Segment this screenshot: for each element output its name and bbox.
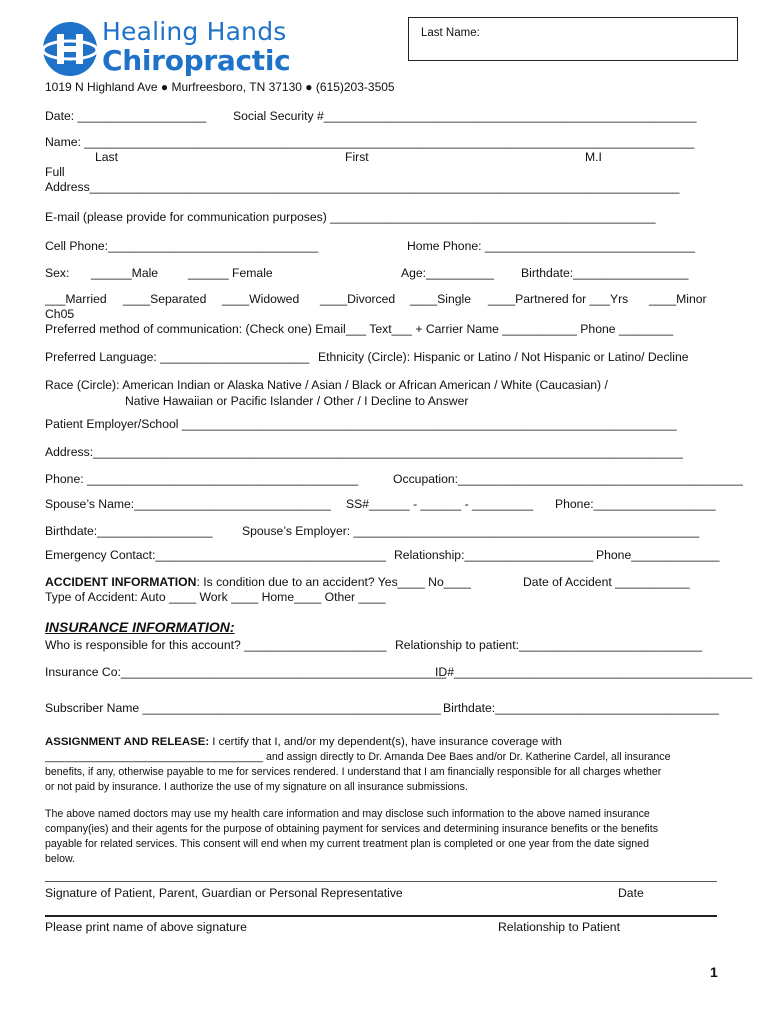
female-option[interactable]: ______ Female (188, 266, 273, 280)
last-name-label: Last Name: (421, 27, 480, 39)
occupation-field[interactable]: Occupation:__________________________________________ (393, 472, 743, 486)
birthdate-field[interactable]: Birthdate:_________________ (521, 266, 689, 280)
date-field[interactable]: Date: ___________________ (45, 109, 207, 123)
name-mi-label: M.I (585, 150, 602, 164)
spouse-phone-field[interactable]: Phone:__________________ (555, 497, 716, 511)
full-label: Full (45, 165, 65, 179)
ch05-text: Ch05 (45, 307, 75, 321)
employer-field[interactable]: Patient Employer/School _________________________________________________________________________ (45, 417, 677, 431)
subscriber-birthdate-field[interactable]: Birthdate:_________________________________ (443, 701, 719, 715)
logo-line1: Healing Hands (102, 17, 287, 46)
emergency-phone-field[interactable]: Phone_____________ (596, 548, 720, 562)
relationship-to-patient-label: Relationship to Patient (498, 920, 620, 934)
single-option[interactable]: ____Single (410, 292, 471, 306)
assignment-label: ASSIGNMENT AND RELEASE: (45, 736, 210, 748)
relationship-to-patient-field[interactable]: Relationship to patient:___________________________ (395, 638, 702, 652)
accident-date-field[interactable]: Date of Accident ___________ (523, 575, 690, 589)
logo-line2: Chiropractic (102, 44, 291, 77)
ssn-field[interactable]: Social Security #_______________________________________________________ (233, 109, 697, 123)
accident-info-label: ACCIDENT INFORMATION (45, 575, 197, 589)
race-line2[interactable]: Native Hawaiian or Pacific Islander / Other / I Decline to Answer (125, 394, 469, 408)
race-line1[interactable]: Race (Circle): American Indian or Alaska Native / Asian / Black or African American / White (Caucasian) / (45, 378, 608, 392)
email-field[interactable]: E-mail (please provide for communication purposes) ________________________________________________ (45, 210, 656, 224)
print-name-line[interactable] (45, 915, 717, 917)
divorced-option[interactable]: ____Divorced (320, 292, 396, 306)
pref-lang-field[interactable]: Preferred Language: ______________________ (45, 350, 310, 364)
spouse-employer-field[interactable]: Spouse’s Employer: ___________________________________________________ (242, 524, 700, 538)
spouse-name-field[interactable]: Spouse’s Name:_____________________________ (45, 497, 331, 511)
minor-option[interactable]: ____Minor (649, 292, 707, 306)
consent-line3: payable for related services. This consent will end when my current treatment plan is completed or one year from the date signed (45, 838, 649, 850)
name-last-label: Last (95, 150, 119, 164)
consent-line4: below. (45, 853, 76, 865)
emergency-contact-field[interactable]: Emergency Contact:__________________________________ (45, 548, 386, 562)
accident-type-field[interactable]: Type of Accident: Auto ____ Work ____ Home____ Other ____ (45, 590, 386, 604)
assignment-line4: or not paid by insurance. I authorize the use of my signature on all insurance submissions. (45, 781, 468, 793)
subscriber-name-field[interactable]: Subscriber Name ____________________________________________ (45, 701, 441, 715)
name-first-label: First (345, 150, 369, 164)
logo-mark-icon (42, 20, 98, 78)
married-option[interactable]: ___Married (45, 292, 107, 306)
cell-phone-field[interactable]: Cell Phone:_______________________________ (45, 239, 319, 253)
age-field[interactable]: Age:__________ (401, 266, 494, 280)
pref-comm-field[interactable]: Preferred method of communication: (Check one) Email___ Text___ + Carrier Name ___________ Phone ________ (45, 322, 674, 336)
spouse-ssn-field[interactable]: SS#______ - ______ - _________ (346, 497, 534, 511)
relationship-field[interactable]: Relationship:___________________ (394, 548, 594, 562)
consent-line1: The above named doctors may use my health care information and may disclose such information to the above named insurance (45, 808, 650, 820)
responsible-field[interactable]: Who is responsible for this account? _____________________ (45, 638, 387, 652)
signature-line[interactable] (45, 881, 717, 882)
accident-question[interactable]: : Is condition due to an accident? Yes____ No____ (196, 575, 471, 589)
last-name-box[interactable] (408, 17, 738, 61)
assignment-line2[interactable]: _____________________________________ and assign directly to Dr. Amanda Dee Baes and/or Dr. Katherine Cardel, all insurance (45, 751, 671, 763)
ethnicity-field[interactable]: Ethnicity (Circle): Hispanic or Latino / Not Hispanic or Latino/ Decline (318, 350, 689, 364)
signature-date-label: Date (618, 886, 644, 900)
assignment-line3: benefits, if any, otherwise payable to me for services rendered. I understand that I am financially responsible for all charges whether (45, 766, 662, 778)
spouse-birthdate-field[interactable]: Birthdate:_________________ (45, 524, 213, 538)
insurance-co-field[interactable]: Insurance Co:________________________________________________ (45, 665, 447, 679)
clinic-address: 1019 N Highland Ave ● Murfreesboro, TN 37130 ● (615)203-3505 (45, 80, 395, 94)
assignment-line1: ASSIGNMENT AND RELEASE: I certify that I, and/or my dependent(s), have insurance coverage with (45, 736, 562, 748)
print-name-label: Please print name of above signature (45, 920, 247, 934)
address-field[interactable]: Address:_______________________________________________________________________________________ (45, 445, 683, 459)
male-option[interactable]: ______Male (91, 266, 159, 280)
insurance-title: INSURANCE INFORMATION: (45, 619, 235, 635)
sex-label: Sex: (45, 266, 70, 280)
consent-line2: company(ies) and their agents for the purpose of obtaining payment for services and determining insurance benefits or the benefits (45, 823, 659, 835)
full-address-field[interactable]: Address_______________________________________________________________________________________ (45, 180, 680, 194)
logo (42, 17, 291, 82)
partnered-option[interactable]: ____Partnered for ___Yrs (488, 292, 629, 306)
insurance-id-field[interactable]: ID#____________________________________________ (435, 665, 753, 679)
signature-label: Signature of Patient, Parent, Guardian or Personal Representative (45, 886, 403, 900)
page-number: 1 (710, 964, 718, 980)
separated-option[interactable]: ____Separated (123, 292, 207, 306)
name-field[interactable]: Name: __________________________________________________________________________________________ (45, 135, 695, 149)
phone-field[interactable]: Phone: ________________________________________ (45, 472, 359, 486)
widowed-option[interactable]: ____Widowed (222, 292, 300, 306)
home-phone-field[interactable]: Home Phone: _______________________________ (407, 239, 696, 253)
